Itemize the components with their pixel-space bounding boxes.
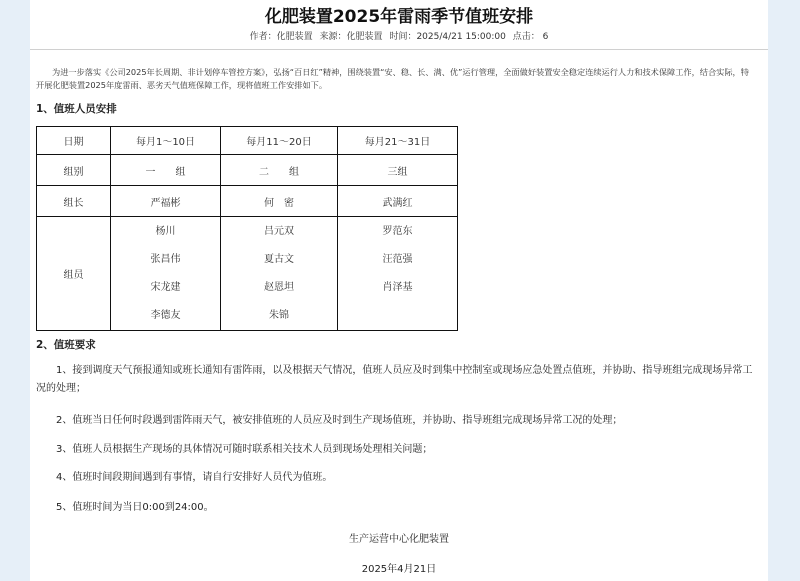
section-heading-staff: 1、值班人员安排 bbox=[36, 103, 117, 115]
table-cell: 每月11～20日 bbox=[221, 127, 338, 155]
table-cell: 组员 bbox=[37, 217, 111, 331]
member-name: 汪范强 bbox=[382, 254, 413, 265]
table-cell: 武满红 bbox=[338, 186, 458, 217]
meta-author: 作者：化肥装置 bbox=[249, 32, 313, 42]
member-name: 肖泽基 bbox=[382, 282, 413, 293]
table-cell: 每月1～10日 bbox=[111, 127, 221, 155]
member-name: 罗范东 bbox=[382, 226, 413, 237]
meta-hits: 点击： 6 bbox=[512, 32, 549, 42]
title-divider bbox=[30, 49, 768, 50]
meta-time: 时间：2025/4/21 15:00:00 bbox=[389, 32, 506, 42]
member-name: 李德友 bbox=[150, 310, 181, 321]
requirement-item: 4、值班时间段期间遇到有事情，请自行安排好人员代为值班。 bbox=[56, 472, 333, 483]
table-cell: 每月21～31日 bbox=[338, 127, 458, 155]
table-cell bbox=[111, 217, 221, 331]
table-cell: 组长 bbox=[37, 186, 111, 217]
table-cell: 一 组 bbox=[111, 155, 221, 186]
meta-source: 来源：化肥装置 bbox=[319, 32, 383, 42]
member-name: 杨川 bbox=[155, 226, 176, 237]
intro-paragraph: 为进一步落实《公司2025年长周期、非计划停车管控方案》，弘扬“百日红”精神，围绕装置“安、稳、长、满、优”运行管理，全面做好装置安全稳定连续运行人力和技术保障工作，结合实际，特开展化肥装置2025年度雷雨、恶劣天气值班保障工作，现将值班工作安排如下。 bbox=[36, 67, 749, 90]
requirement-item: 5、值班时间为当日0:00到24:00。 bbox=[56, 502, 214, 513]
member-name: 朱锦 bbox=[269, 310, 289, 321]
footer-date: 2025年4月21日 bbox=[361, 564, 437, 575]
table-cell: 严福彬 bbox=[111, 186, 221, 217]
article-meta bbox=[30, 30, 768, 44]
duty-table bbox=[36, 126, 458, 331]
table-cell: 日期 bbox=[37, 127, 111, 155]
table-cell: 二 组 bbox=[221, 155, 338, 186]
footer-org: 生产运营中心化肥装置 bbox=[349, 534, 449, 545]
table-cell bbox=[221, 217, 338, 331]
table-cell: 何 密 bbox=[221, 186, 338, 217]
member-name: 宋龙建 bbox=[150, 282, 181, 293]
table-cell: 组别 bbox=[37, 155, 111, 186]
article-page bbox=[30, 0, 768, 581]
member-name: 夏古文 bbox=[264, 254, 294, 265]
requirement-item: 2、值班当日任何时段遇到雷阵雨天气，被安排值班的人员应及时到生产现场值班，并协助、指导班组完成现场异常工况的处理； bbox=[56, 415, 623, 426]
article-title: 化肥装置2025年雷雨季节值班安排 bbox=[264, 7, 534, 27]
member-name: 吕元双 bbox=[264, 226, 294, 237]
table-row-members bbox=[37, 217, 458, 331]
section-heading-requirements: 2、值班要求 bbox=[36, 339, 96, 351]
table-row-leaders bbox=[37, 186, 458, 217]
requirement-item: 3、值班人员根据生产现场的具体情况可随时联系相关技术人员到现场处理相关问题； bbox=[56, 444, 433, 455]
table-cell: 三组 bbox=[338, 155, 458, 186]
table-row-groups bbox=[37, 155, 458, 186]
member-name: 张昌伟 bbox=[150, 254, 181, 265]
table-row-dates bbox=[37, 127, 458, 155]
table-cell bbox=[338, 217, 458, 331]
requirement-item: 1、接到调度天气预报通知或班长通知有雷阵雨，以及根据天气情况，值班人员应及时到集中控制室或现场应急处置点值班，并协助、指导班组完成现场异常工况的处理； bbox=[36, 365, 753, 394]
member-name: 赵恩坦 bbox=[264, 282, 294, 293]
